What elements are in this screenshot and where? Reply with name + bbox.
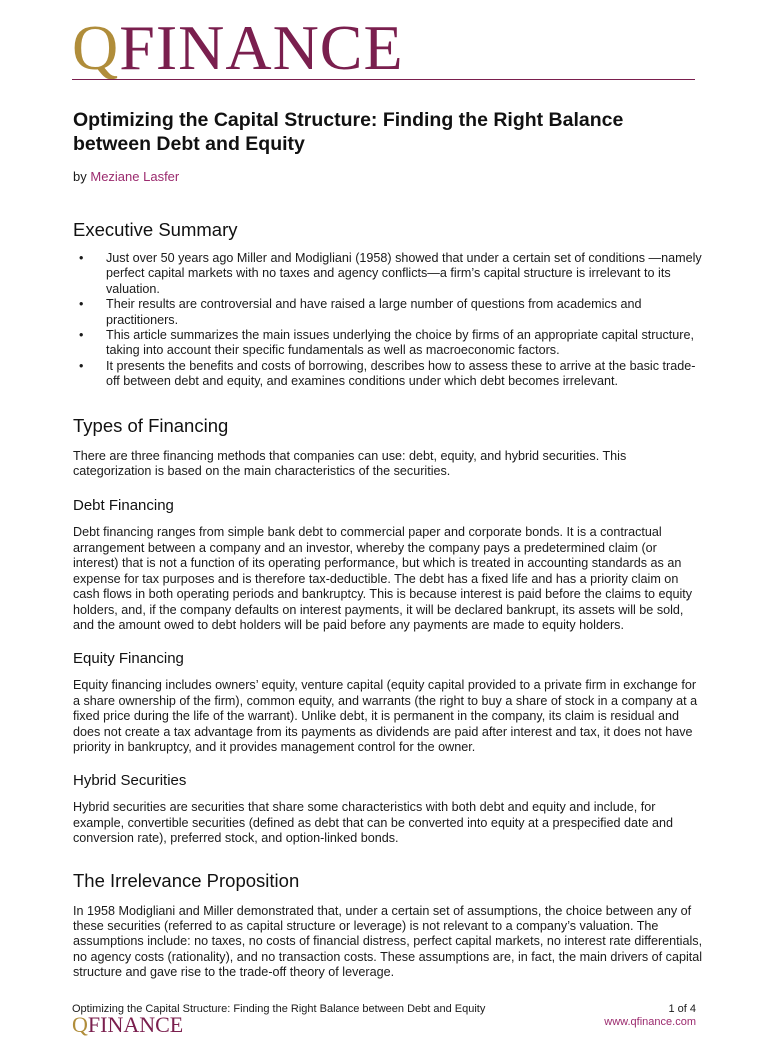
types-of-financing-intro: There are three financing methods that companies can use: debt, equity, and hybrid securities. This categorization is based on the main characteristics of the securities. xyxy=(73,448,627,479)
heading-executive-summary: Executive Summary xyxy=(73,219,238,240)
hybrid-securities-text: Hybrid securities are securities that share some characteristics with both debt and equity and include, for example, convertible securities (defined as debt that can be converted into equity at a prespecified date and conversion rate), preferred stock, and option-linked bonds. xyxy=(73,800,673,846)
header-divider xyxy=(72,79,695,80)
page-number: 1 of 4 xyxy=(668,1003,696,1015)
byline-prefix: by xyxy=(73,169,87,184)
irrelevance-text: In 1958 Modigliani and Miller demonstrated that, under a certain set of assumptions, the choice between any of these securities (referred to as capital structure or leverage) is not relevant to a company’s valuation. The assumptions include: no taxes, no costs of financial distress, perfect capital markets, no interest rate differentials, no agency costs (rationality), and no transaction costs. These assumptions are, in fact, the main drivers of capital structure and gave rise to the trade-off theory of leverage. xyxy=(73,903,703,980)
byline xyxy=(73,169,703,185)
footer-logo xyxy=(72,1012,184,1037)
list-item: • It presents the benefits and costs of borrowing, describes how to assess these to arrive at the basic trade-off between debt and equity, and examines conditions under which debt becomes irrelevant. xyxy=(73,359,703,390)
heading-types-of-financing: Types of Financing xyxy=(73,414,229,436)
heading-hybrid-securities: Hybrid Securities xyxy=(73,772,187,790)
debt-financing-text: Debt financing ranges from simple bank debt to commercial paper and corporate bonds. It is a contractual arrangement between a company and an investor, whereby the company pays a predetermined claim (or interest) that is not a function of its operating performance, but which is treated in accounting standards as an expense for tax purposes and is therefore tax-deductible. The debt has a fixed life and has a priority claim on cash flows in both operating periods and bankruptcy. This is because interest is paid before the claims to equity holders, and, if the company defaults on interest payments, it will be declared bankrupt, its assets will be sold, and the amount owed to debt holders will be paid before any payments are made to equity holders. xyxy=(73,525,693,632)
qfinance-logo xyxy=(72,12,404,83)
logo-finance: FINANCE xyxy=(119,12,404,83)
footer-logo-q: Q xyxy=(72,1012,88,1037)
logo-q: Q xyxy=(72,12,120,83)
footer-url-link[interactable]: www.qfinance.com xyxy=(604,1016,696,1028)
footer-logo-finance: FINANCE xyxy=(87,1012,184,1037)
executive-summary-list xyxy=(73,251,703,390)
heading-irrelevance-proposition: The Irrelevance Proposition xyxy=(73,869,300,891)
list-item: • Their results are controversial and have raised a large number of questions from academics and practitioners. xyxy=(73,297,703,328)
list-item: • This article summarizes the main issues underlying the choice by firms of an appropriate capital structure, taking into account their specific fundamentals as well as macroeconomic factors. xyxy=(73,328,703,359)
heading-equity-financing: Equity Financing xyxy=(73,650,184,668)
list-item: • Just over 50 years ago Miller and Modigliani (1958) showed that under a certain set of conditions —namely perfect capital markets with no taxes and agency conflicts—a firm’s capital structure is irrelevant to its valuation. xyxy=(73,251,703,297)
heading-debt-financing: Debt Financing xyxy=(73,497,174,515)
author-link[interactable]: Meziane Lasfer xyxy=(90,169,180,184)
footer-title: Optimizing the Capital Structure: Finding the Right Balance between Debt and Equity xyxy=(72,1003,486,1015)
article-body xyxy=(73,108,703,981)
article-title: Optimizing the Capital Structure: Finding the Right Balance between Debt and Equity xyxy=(73,109,624,155)
equity-financing-text: Equity financing includes owners’ equity, venture capital (equity capital provided to a private firm in exchange for a share ownership of the firm), common equity, and warrants (the right to buy a share of stock in a company at a fixed price during the life of the warrant). Unlike debt, it is permanent in the company, its claim is residual and does not create a tax advantage from its payments as dividends are paid after interest and tax, it does not have priority in bankruptcy, and it provides management control for the owner. xyxy=(73,678,698,754)
